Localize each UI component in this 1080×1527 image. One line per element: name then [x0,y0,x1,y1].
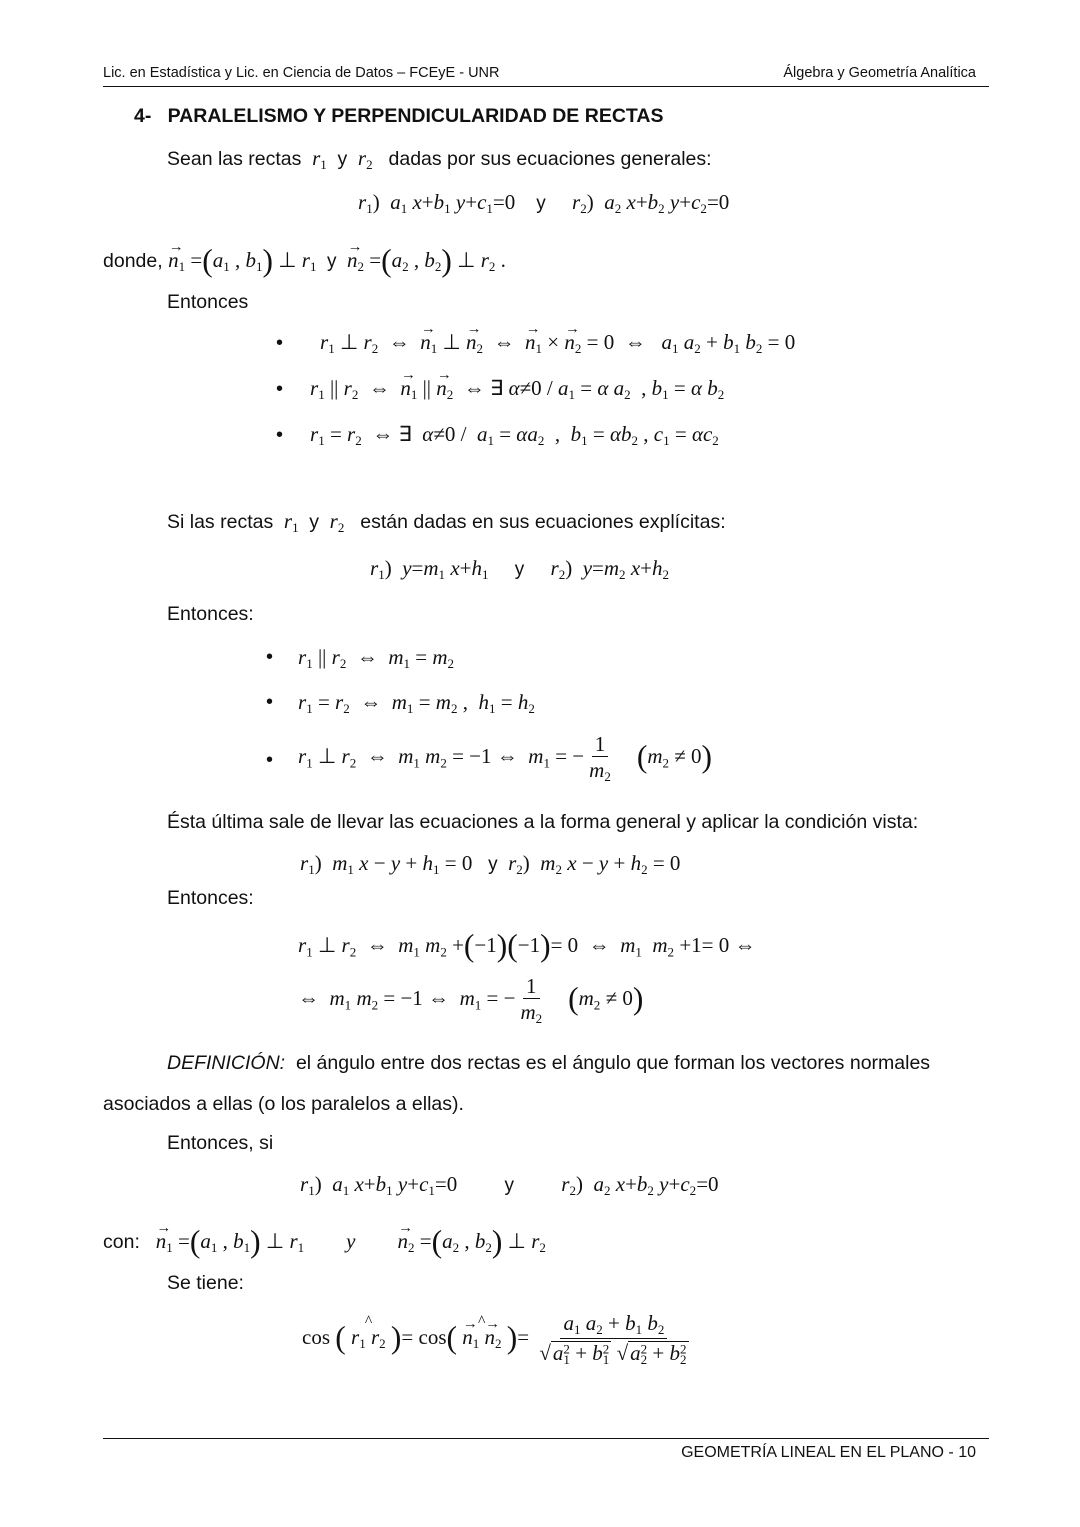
donde-line [103,243,506,279]
math-r1: $r_1$ [312,146,327,173]
footer-rule [103,1438,989,1439]
definition-body: el ángulo entre dos rectas es el ángulo que forman los vectores normales [295,1052,931,1074]
bullet: • [276,332,284,354]
cond-par-explicit: $r_1$ || $r_2$ ⇔ $m_1 = m_2$ [298,645,455,672]
bullet: • [276,424,284,446]
math-r2: $r_2$ [357,146,373,173]
section-title: PARALELISMO Y PERPENDICULARIDAD DE RECTAS [167,105,664,127]
cond-par-general: $r_1$ || $r_2$ ⇔ → $n_1$ || → $n_2$ ⇔ ∃ $\alpha\ne 0 / a_1 = \alpha$ $a_2$ , $b_1 = \alpha$ $b_2$ [310,376,724,403]
section-number: 4- [134,105,152,127]
angle-general-equations: $r_1$) $a_1$ $x+b_1$ $y+c_1=0$ y $r_2$) $a_2$ $x+b_2$ $y+c_2=0$ [300,1172,719,1199]
entonces-si: Entonces, si [167,1132,274,1154]
definition-line-2: asociados a ellas (o los paralelos a ellas). [103,1093,464,1115]
definition-label: DEFINICIÓN: [167,1052,286,1074]
normal-vectors: → $n_1 =(a_1$ , $b_1$) ⊥ $r_1$ $y \to n_2 =(a_2$ , $b_2$) ⊥ $r_2$ . [168,248,506,272]
se-tiene: Se tiene: [167,1272,244,1294]
explicit-text-b: están dadas en sus ecuaciones explícitas: [360,511,726,533]
explicit-intro: Si las rectas $r_1$ y $r_2$ están dadas en sus ecuaciones explícitas: [167,509,726,536]
cosine-formula: cos ( ^ $r_1$ $r_2$ )= cos( ^ → $n_1 \to n_2$ )= $\frac{a_1 a_2 + b_1 b_2}{√a^2_1 + b^2_1 √a^2_2 + b^2_2}$ [302,1312,694,1367]
header-left: Lic. en Estadística y Lic. en Ciencia de Datos – FCEyE - UNR [103,65,500,81]
definition-line-1 [167,1052,977,1075]
section-heading [134,105,663,128]
intro-text-a: Sean las rectas [167,148,302,170]
header-right: Álgebra y Geometría Analítica [783,65,976,81]
cond-eq-general: $r_1 = r_2$ ⇔ ∃ $\alpha\ne 0 / a_1 = \alpha a_2$ , $b_1 = \alpha b_2$ , $c_1 = \alpha c_2$ [310,422,719,449]
esta-ultima: Ésta última sale de llevar las ecuaciones a la forma general y aplicar la condición vista: [167,811,919,833]
footer-page-label: GEOMETRÍA LINEAL EN EL PLANO - 10 [681,1444,976,1461]
bullet: • [266,646,274,668]
bullet: • [276,378,284,400]
cond-perp-explicit: $r_1$ ⊥ $r_2$ ⇔ $m_1$ $m_2 = -1$ ⇔ $m_1$ = − $\frac{1}{m_2}$ $(m_2 \ne 0)$ [298,732,713,785]
con-text: con: [103,1231,140,1254]
intro-text-b: dadas por sus ecuaciones generales: [388,148,712,170]
explicit-y: y [309,511,319,533]
cond-eq-explicit: $r_1 = r_2$ ⇔ $m_1 = m_2$ , $h_1 = h_2$ [298,690,535,717]
intro-y: y [337,148,348,170]
derivation-line-2: ⇔ $m_1$ $m_2 = -1$ ⇔ $m_1$ = − $\frac{1}{m_2}$ $(m_2 \ne 0)$ [298,974,644,1027]
entonces-3: Entonces: [167,887,254,909]
header-rule [103,86,989,87]
donde-text: donde, [103,250,163,273]
explicit-text-a: Si las rectas [167,511,274,533]
entonces-1: Entonces [167,291,249,313]
entonces-2: Entonces: [167,603,254,625]
general-equations: $r_1$) $a_1$ $x+b_1$ $y+c_1=0$ y $r_2$) $a_2$ $x+b_2$ $y+c_2=0$ [358,190,730,217]
bullet: • [266,691,274,713]
derivation-line-1: $r_1$ ⊥ $r_2$ ⇔ $m_1$ $m_2 +(-1)(-1)= 0$ ⇔ $m_1$ $m_2 +1= 0$ ⇔ [298,928,756,963]
con-line: con: → $n_1 =(a_1$ , $b_1$) ⊥ $r_1$ y → $n_2 =(a_2$ , $b_2$) ⊥ $r_2$ [103,1224,546,1260]
bullet: • [266,749,274,771]
explicit-equations: $r_1$) $y=m_1$ $x+h_1$ y $r_2$) $y=m_2$ $x+h_2$ [370,556,669,583]
intro-line [167,146,712,173]
general-from-explicit: $r_1$) $m_1$ $x - y + h_1 = 0$ y $r_2$) $m_2$ $x - y + h_2 = 0$ [300,851,681,878]
cond-perp-general: $r_1$ ⊥ $r_2$ ⇔ → $n_1$ ⊥ → $n_2$ ⇔ → $n_1$ × → $n_2 = 0$ ⇔ $a_1$ $a_2 + b_1$ $b_2 = 0$ [320,330,795,357]
